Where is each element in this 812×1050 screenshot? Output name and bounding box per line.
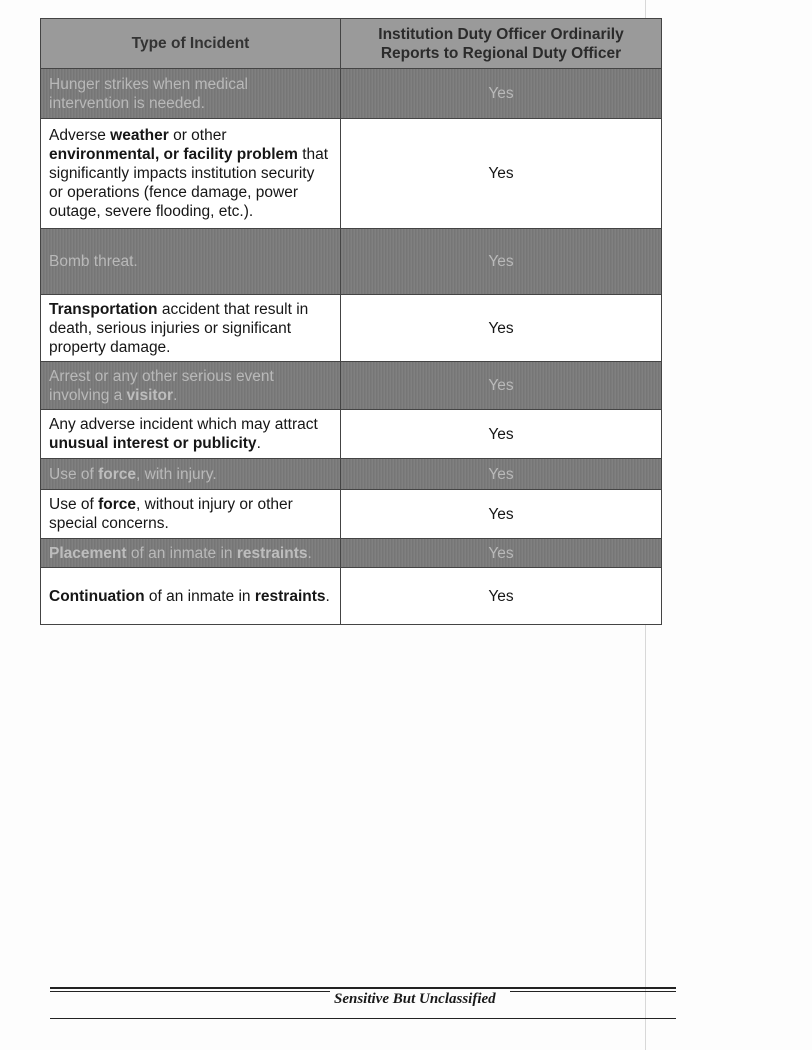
reports-to-regional-cell: Yes (341, 362, 662, 410)
incident-emphasis-text: Transportation (49, 300, 158, 318)
incident-type-cell (41, 568, 341, 625)
table-row (41, 362, 662, 410)
table-row (41, 119, 662, 229)
table-row (41, 459, 662, 490)
reports-to-regional-cell: Yes (341, 459, 662, 490)
incident-emphasis-text: environmental, or facility problem (49, 146, 298, 163)
incident-type-cell (41, 295, 341, 362)
table-row (41, 490, 662, 539)
incident-text: . (307, 544, 312, 562)
incident-text: of an inmate in (126, 544, 237, 562)
incident-emphasis-text: visitor (126, 386, 174, 404)
incident-text: Use of (49, 496, 99, 513)
table-row (41, 69, 662, 119)
table-row (41, 295, 662, 362)
incident-type-cell (41, 490, 341, 539)
incident-text: accident that result in death, serious injuries or significant property damage. (49, 300, 309, 356)
incident-type-cell (41, 459, 341, 490)
footer-rule-top-thin (50, 991, 330, 992)
incident-type-cell (41, 119, 341, 229)
incident-text: Use of (49, 465, 99, 483)
incident-text: Hunger strikes when medical intervention is needed. (49, 75, 249, 112)
table-row (41, 410, 662, 459)
reports-to-regional-cell: Yes (341, 229, 662, 295)
table-row (41, 568, 662, 625)
incident-emphasis-text: restraints (254, 587, 326, 605)
incident-text: Any adverse incident which may attract (49, 416, 318, 433)
incident-text: Adverse (49, 127, 111, 144)
incident-emphasis-text: weather (110, 127, 169, 144)
incident-emphasis-text: restraints (236, 544, 308, 562)
incident-text: . (325, 587, 330, 605)
incident-text: of an inmate in (144, 587, 255, 605)
incident-emphasis-text: Continuation (49, 587, 145, 605)
table-body (41, 69, 662, 625)
reports-to-regional-cell: Yes (341, 410, 662, 459)
table-row (41, 539, 662, 568)
footer-rule-top-thin-right (510, 991, 676, 992)
footer-rule-bottom (50, 1018, 676, 1019)
incident-text: that significantly impacts institution security or operations (fence damage, power outage, severe flooding, etc.). (49, 146, 329, 220)
incident-emphasis-text: unusual interest or publicity (49, 435, 257, 452)
incident-text: . (173, 386, 178, 404)
incident-reporting-table (40, 18, 662, 625)
incident-type-cell (41, 362, 341, 410)
footer-classification: Sensitive But Unclassified (334, 991, 496, 1007)
incident-text: Bomb threat. (49, 253, 138, 270)
reports-to-regional-cell: Yes (341, 69, 662, 119)
incident-text: or other (168, 127, 227, 144)
table-row (41, 229, 662, 295)
header-type-of-incident: Type of Incident (41, 19, 341, 69)
incident-type-cell (41, 410, 341, 459)
incident-type-cell (41, 539, 341, 568)
reports-to-regional-cell: Yes (341, 295, 662, 362)
table-header-row (41, 19, 662, 69)
incident-type-cell (41, 69, 341, 119)
incident-emphasis-text: force (98, 465, 137, 483)
reports-to-regional-cell: Yes (341, 539, 662, 568)
reports-to-regional-cell: Yes (341, 119, 662, 229)
incident-emphasis-text: force (98, 496, 137, 513)
incident-text: Arrest or any other serious event involving a (49, 367, 274, 404)
reports-to-regional-cell: Yes (341, 490, 662, 539)
reports-to-regional-cell: Yes (341, 568, 662, 625)
incident-type-cell (41, 229, 341, 295)
incident-text: , with injury. (136, 465, 217, 483)
incident-emphasis-text: Placement (49, 544, 127, 562)
incident-text: . (256, 435, 261, 452)
incident-text: , without injury or other special concerns. (49, 496, 293, 532)
footer-rule-top (50, 987, 676, 989)
header-reporting-requirement: Institution Duty Officer Ordinarily Reports to Regional Duty Officer (341, 19, 662, 69)
